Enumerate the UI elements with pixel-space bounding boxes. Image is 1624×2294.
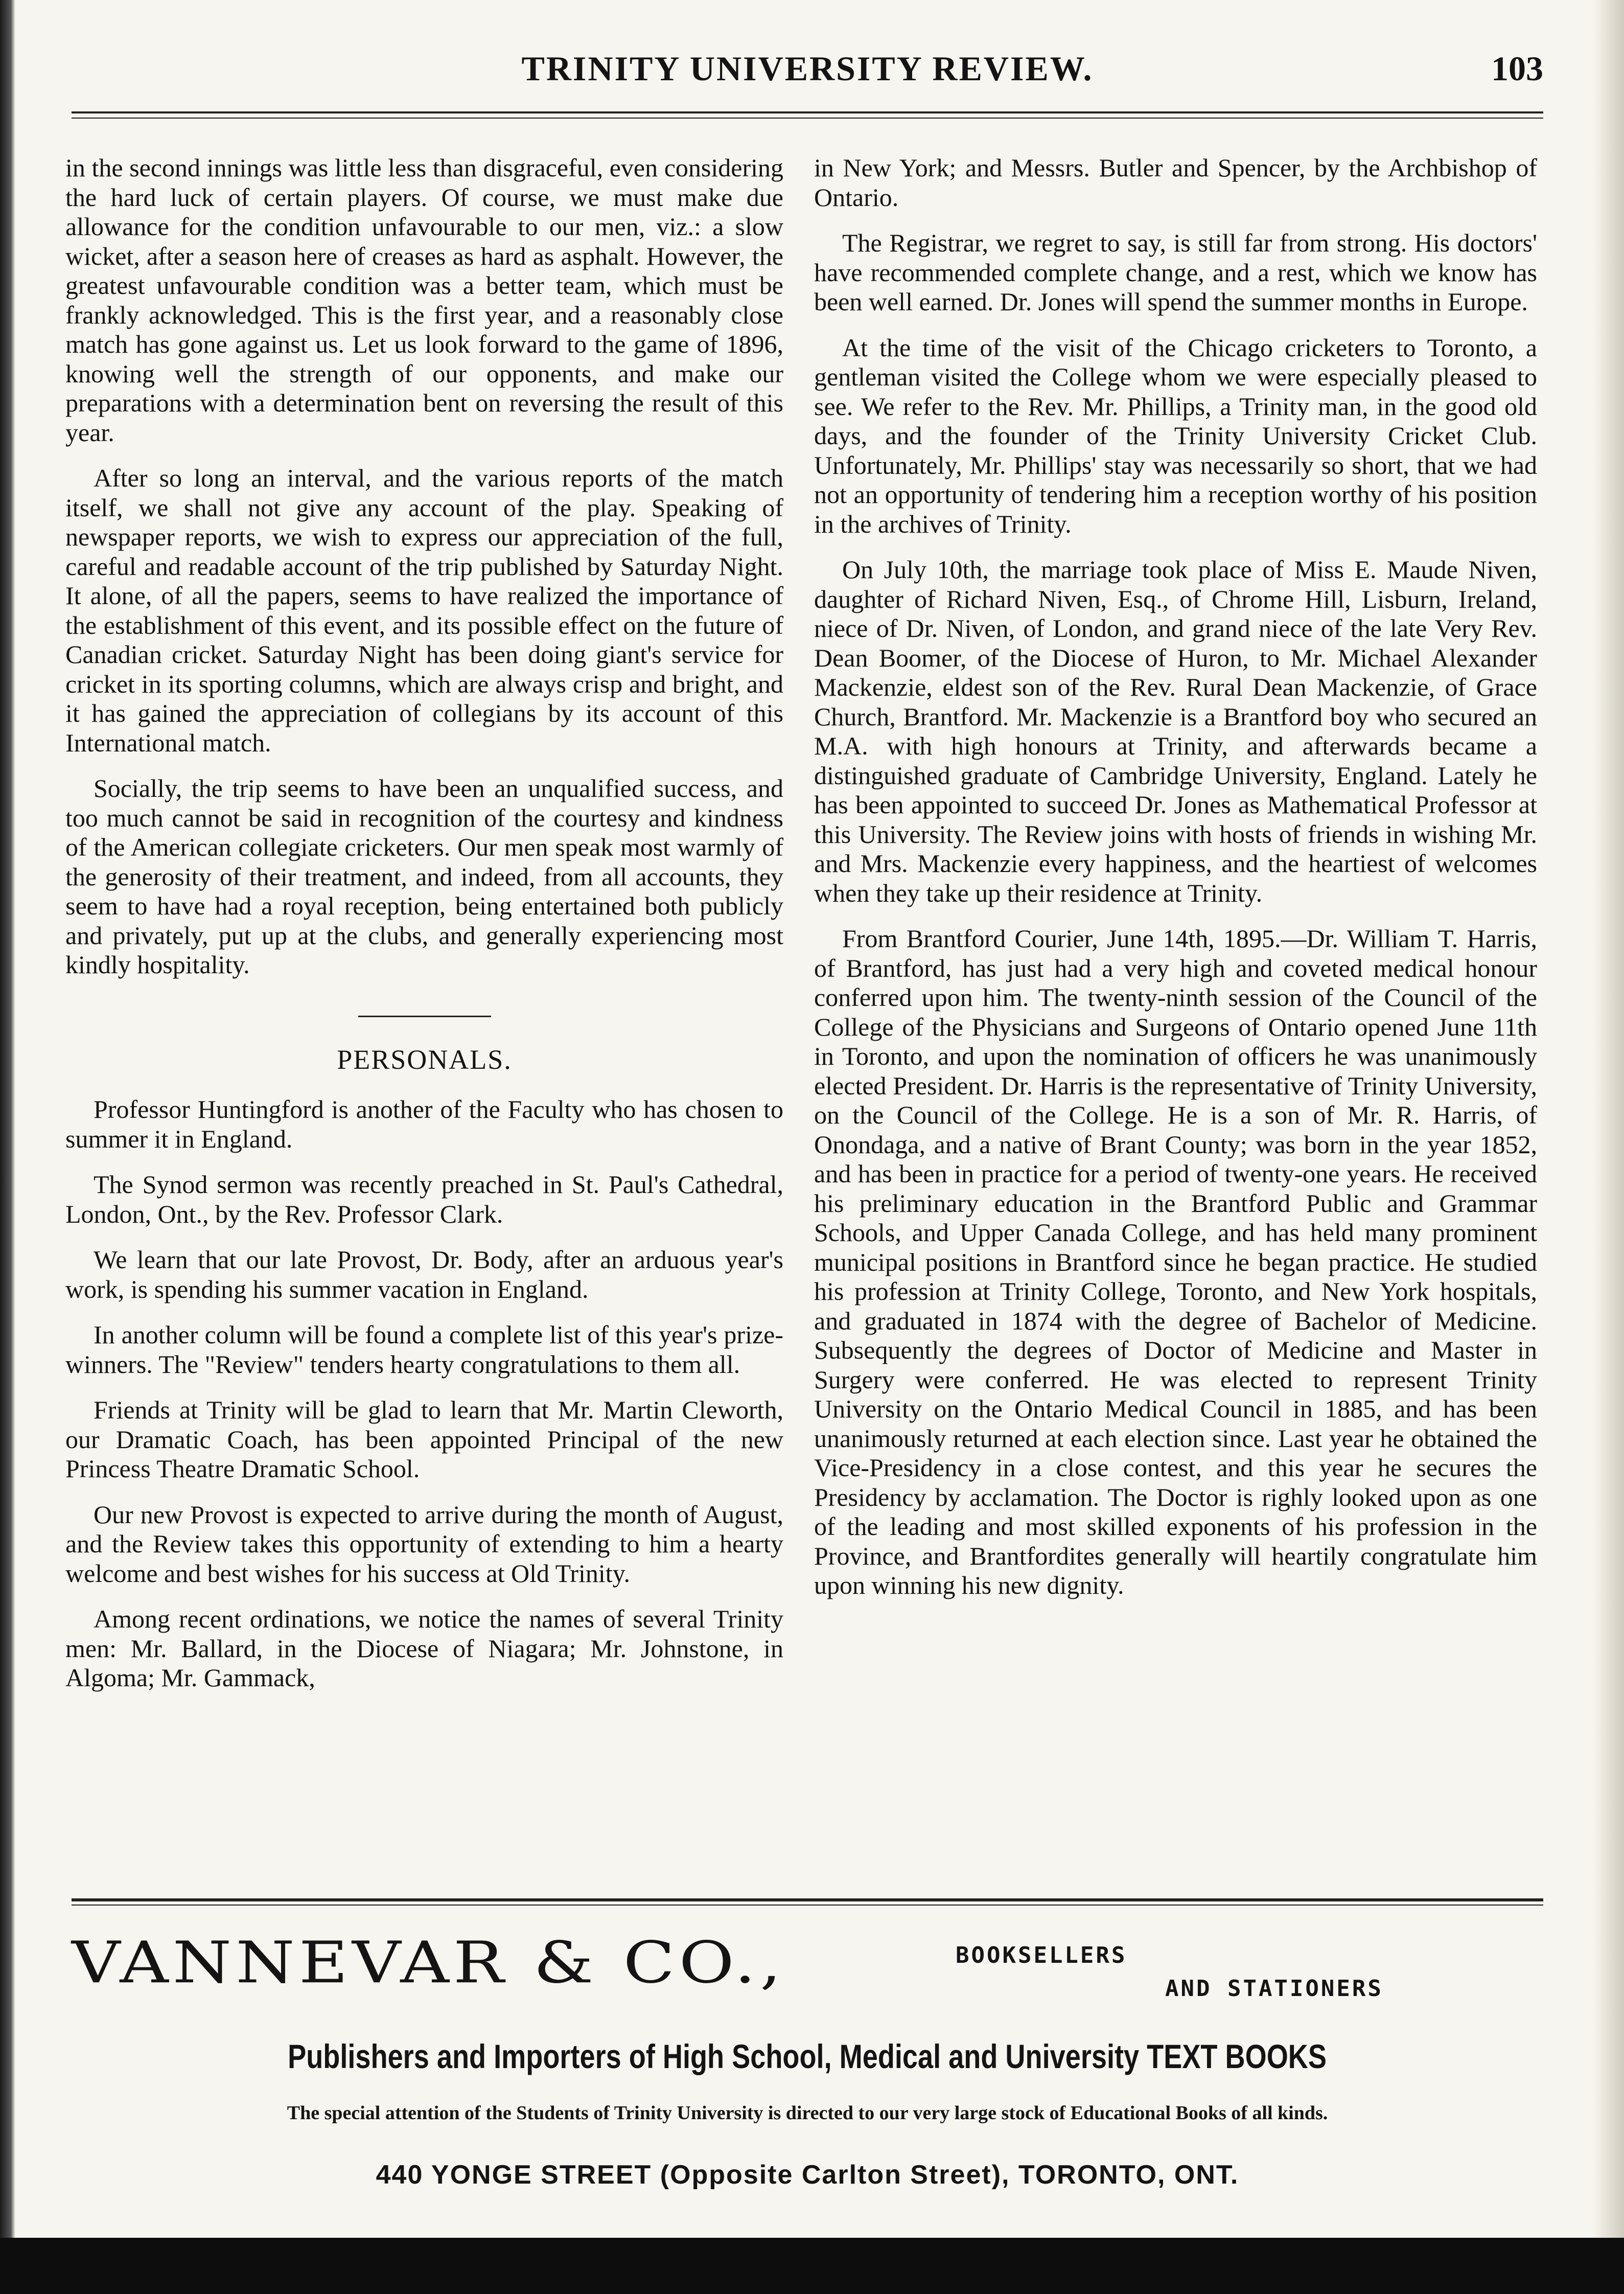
cricket-paragraph: in the second innings was little less than disgraceful, even considering the hard luck of certain players. Of course, we must make due allowance for the condition unfavourable to our men, viz.: a slow wicket, after a season here of creases as hard as asphalt. However, the greatest unfavourable condition was a better team, which must be frankly acknowledged. This is the first year, and a reasonably close match has gone against us. Let us look forward to the game of 1896, knowing well the strength of our opponents, and make our preparations with a determination bent on reversing the result of this year. [65,153,783,447]
trade-line-booksellers: BOOKSELLERS [956,1942,1127,1968]
left-column [65,153,783,1709]
personal-item: Professor Huntingford is another of the Faculty who has chosen to summer it in England. [65,1095,783,1153]
personal-item: in New York; and Messrs. Butler and Spencer, by the Archbishop of Ontario. [814,153,1537,212]
cricket-paragraph: Socially, the trip seems to have been an unqualified success, and too much cannot be said in recognition of the courtesy and kindness of the American collegiate cricketers. Our men speak most warmly of the generosity of their treatment, and indeed, from all accounts, they seem to have had a royal reception, being entertained both publicly and privately, put up at the clubs, and generally experiencing most kindly hospitality. [65,774,783,979]
personal-item: The Registrar, we regret to say, is still far from strong. His doctors' have recommended complete change, and a rest, which we know has been well earned. Dr. Jones will spend the summer months in Europe. [814,228,1537,316]
personal-item: The Synod sermon was recently preached in St. Paul's Cathedral, London, Ont., by the Rev. Professor Clark. [65,1170,783,1228]
attention-line: The special attention of the Students of Trinity University is directed to our very large stock of Educational Books of all kinds. [287,2102,1328,2124]
personals-heading: PERSONALS. [337,1044,512,1075]
publishers-line-text: Publishers and Importers of High School, Medical and University TEXT BOOKS [288,2037,1327,2075]
personal-item: From Brantford Courier, June 14th, 1895.—Dr. William T. Harris, of Brantford, has just had a very high and coveted medical honour conferred upon him. The twenty-ninth session of the Council of the College of the Physicians and Surgeons of Ontario opened June 11th in Toronto, and upon the nomination of officers he was unanimously elected President. Dr. Harris is the representative of Trinity University, on the Council of the College. He is a son of Mr. R. Harris, of Onondaga, and a native of Brant County; was born in the year 1852, and has been in practice for a period of twenty-one years. He received his preliminary education in the Brantford Public and Grammar Schools, and Upper Canada College, and has held many prominent municipal positions in Brantford since he began practice. He studied his profession at Trinity College, Toronto, and New York hospitals, and graduated in 1874 with the degree of Bachelor of Medicine. Subsequently the degrees of Doctor of Medicine and Master in Surgery were conferred. He was elected to represent Trinity University on the Ontario Medical Council in 1885, and has been unanimously returned at each election since. Last year he obtained the Vice-Presidency in a close contest, and this year he secures the Presidency by acclamation. The Doctor is righly looked upon as one of the leading and most skilled exponents of his profession in the Province, and Brantfordites generally will heartily congratulate him upon winning his new dignity. [814,924,1537,1599]
personal-item: At the time of the visit of the Chicago cricketers to Toronto, a gentleman visited the College whom we were especially pleased to see. We refer to the Rev. Mr. Phillips, a Trinity man, in the good old days, and the founder of the Trinity University Cricket Club. Unfortunately, Mr. Phillips' stay was necessarily so short, that we had not an opportunity of tendering him a reception worthy of his position in the archives of Trinity. [814,333,1537,538]
running-header [72,49,1543,105]
personal-item: We learn that our late Provost, Dr. Body, after an arduous year's work, is spending his summer vacation in England. [65,1245,783,1303]
section-divider [358,1016,491,1017]
header-rule [72,111,1543,119]
publishers-line [72,2037,1543,2076]
cricket-paragraph: After so long an interval, and the various reports of the match itself, we shall not give any account of the play. Speaking of newspaper reports, we wish to express our appreciation of the full, careful and readable account of the trip published by Saturday Night. It alone, of all the papers, seems to have realized the importance of the establishment of this event, and its possible effect on the future of Canadian cricket. Saturday Night has been doing giant's service for cricket in its sporting columns, which are always crisp and bright, and it has gained the appreciation of collegians by its account of this International match. [65,464,783,757]
advertiser-name-text: VANNEVAR & CO., [72,1929,785,1997]
scan-bottom-edge [0,2238,1624,2294]
personal-item: In another column will be found a complete list of this year's prize-winners. The "Review" tenders hearty congratulations to them all. [65,1320,783,1379]
personal-item: Among recent ordinations, we notice the names of several Trinity men: Mr. Ballard, in the Diocese of Niagara; Mr. Johnstone, in Algoma; Mr. Gammack, [65,1604,783,1692]
personal-item: On July 10th, the marriage took place of Miss E. Maude Niven, daughter of Richard Niven, Esq., of Chrome Hill, Lisburn, Ireland, niece of Dr. Niven, of London, and grand niece of the late Very Rev. Dean Boomer, of the Diocese of Huron, to Mr. Michael Alexander Mackenzie, eldest son of the Rev. Rural Dean Mackenzie, of Grace Church, Brantford. Mr. Mackenzie is a Brantford boy who secured an M.A. with high honours at Trinity, and afterwards became a distinguished graduate of Cambridge University, England. Lately he has been appointed to succeed Dr. Jones as Mathematical Professor at this University. The Review joins with hosts of friends in wishing Mr. and Mrs. Mackenzie every happiness, and the heartiest of welcomes when they take up their residence at Trinity. [814,555,1537,907]
advertisement-rule [72,1898,1543,1906]
right-column [814,153,1537,1617]
address-line: 440 YONGE STREET (Opposite Carlton Street), TORONTO, ONT. [376,2160,1239,2190]
advertiser-name [72,1927,899,1999]
personal-item: Friends at Trinity will be glad to learn that Mr. Martin Cleworth, our Dramatic Coach, has been appointed Principal of the new Princess Theatre Dramatic School. [65,1395,783,1483]
page-edge-shadow [1593,0,1624,2294]
journal-title: TRINITY UNIVERSITY REVIEW. [521,49,1094,88]
personal-item: Our new Provost is expected to arrive during the month of August, and the Review takes this opportunity of extending to him a hearty welcome and best wishes for his success at Old Trinity. [65,1500,783,1588]
page-binding-shadow [0,0,15,2294]
trade-line-stationers: AND STATIONERS [1165,1976,1383,2002]
page-number: 103 [1491,49,1543,88]
